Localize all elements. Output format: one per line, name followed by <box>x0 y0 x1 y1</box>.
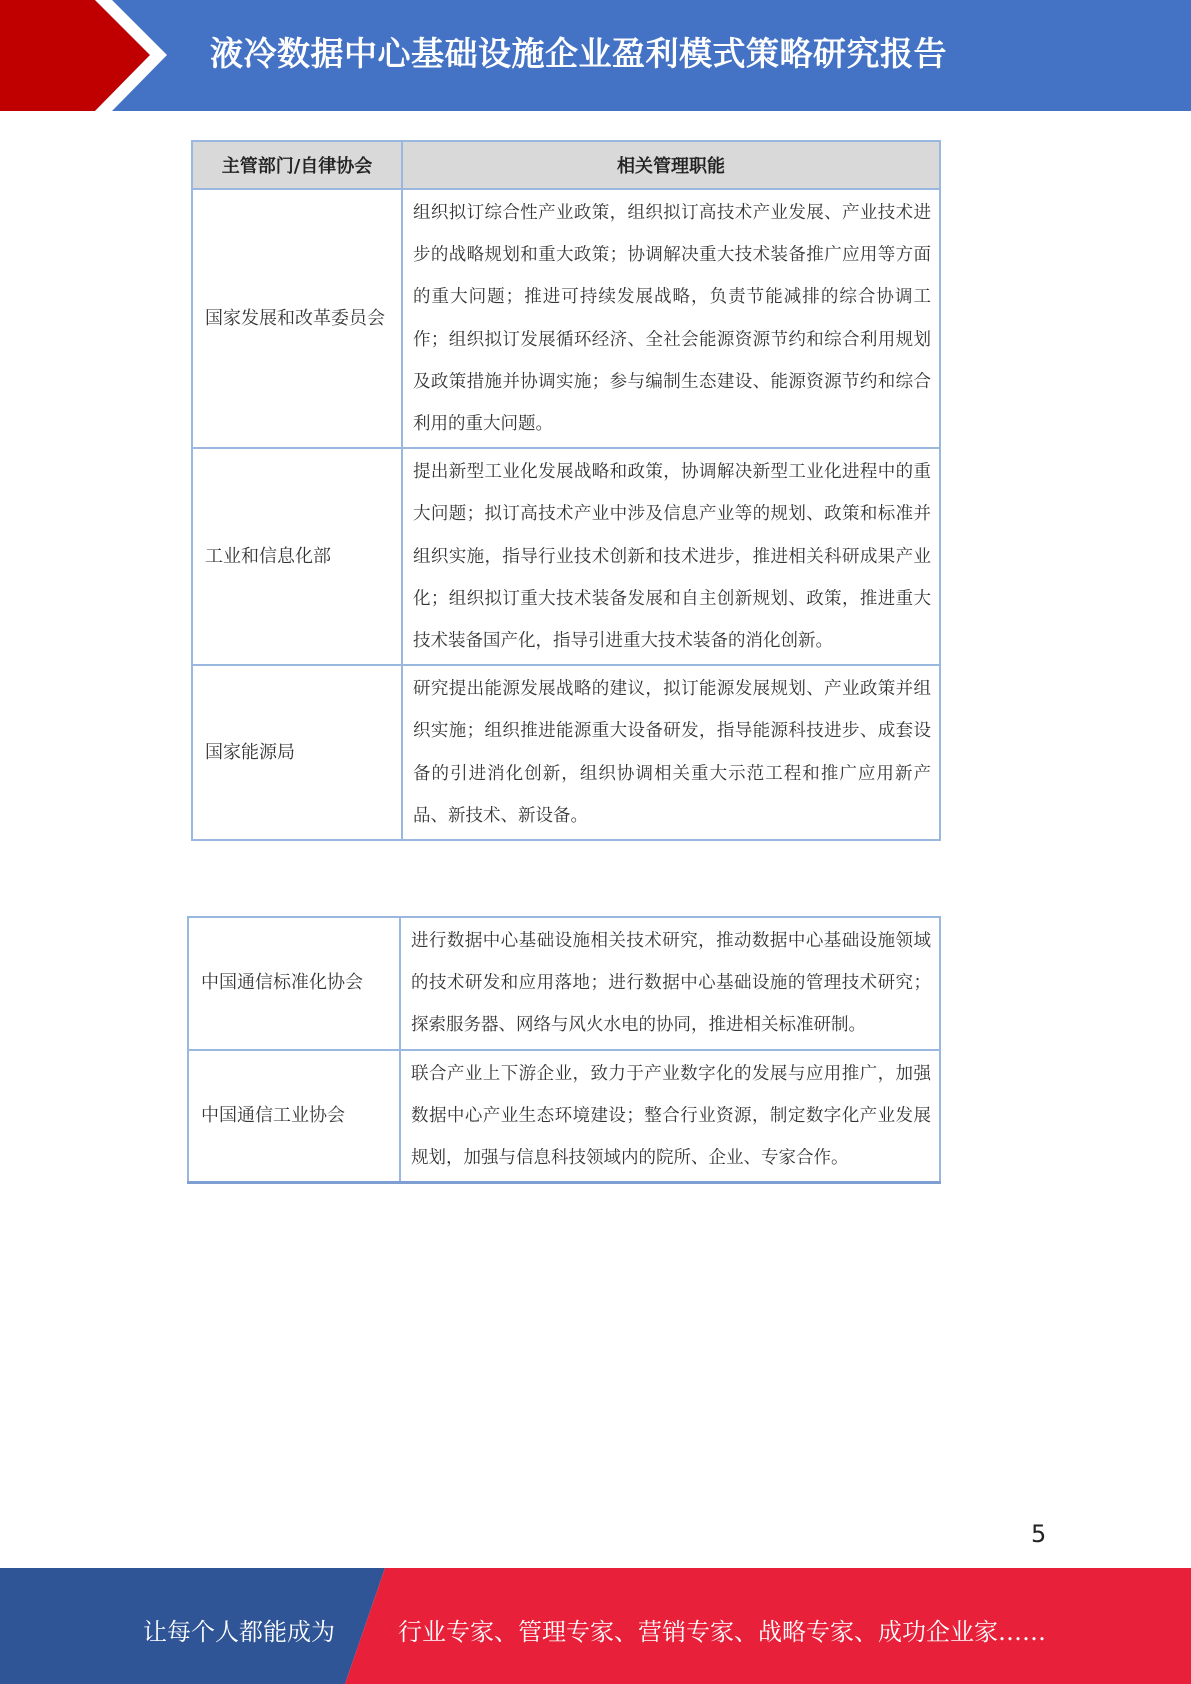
table-header-row <box>192 141 940 189</box>
dept-cell: 国家发展和改革委员会 <box>192 189 402 448</box>
function-cell: 组织拟订综合性产业政策，组织拟订高技术产业发展、产业技术进步的战略规划和重大政策；协调解决重大技术装备推广应用等方面的重大问题；推进可持续发展战略，负责节能减排的综合协调工作；组织拟订发展循环经济、全社会能源资源节约和综合利用规划及政策措施并协调实施；参与编制生态建设、能源资源节约和综合利用的重大问题。 <box>402 189 940 448</box>
regulatory-table-continued <box>187 916 941 1184</box>
table-row <box>188 1050 940 1183</box>
dept-cell: 中国通信标准化协会 <box>188 917 400 1050</box>
function-cell: 联合产业上下游企业，致力于产业数字化的发展与应用推广，加强数据中心产业生态环境建设；整合行业资源，制定数字化产业发展规划，加强与信息科技领域内的院所、企业、专家合作。 <box>400 1050 940 1183</box>
footer-slogan-right: 行业专家、管理专家、营销专家、战略专家、成功企业家…… <box>398 1618 1046 1646</box>
column-header-dept: 主管部门/自律协会 <box>192 141 402 189</box>
regulatory-table <box>191 140 941 841</box>
dept-cell: 中国通信工业协会 <box>188 1050 400 1183</box>
function-cell: 进行数据中心基础设施相关技术研究，推动数据中心基础设施领域的技术研发和应用落地；进行数据中心基础设施的管理技术研究；探索服务器、网络与风火水电的协同，推进相关标准研制。 <box>400 917 940 1050</box>
footer-band <box>0 1568 1191 1684</box>
page-number: 5 <box>1031 1520 1047 1548</box>
dept-cell: 国家能源局 <box>192 665 402 840</box>
report-title: 液冷数据中心基础设施企业盈利模式策略研究报告 <box>210 34 947 73</box>
footer-slogan-left: 让每个人都能成为 <box>143 1618 335 1646</box>
column-header-function: 相关管理职能 <box>402 141 940 189</box>
table-row <box>192 448 940 665</box>
table-row <box>188 917 940 1050</box>
header-band <box>0 0 1191 111</box>
function-cell: 提出新型工业化发展战略和政策，协调解决新型工业化进程中的重大问题；拟订高技术产业中涉及信息产业等的规划、政策和标准并组织实施，指导行业技术创新和技术进步，推进相关科研成果产业化；组织拟订重大技术装备发展和自主创新规划、政策，推进重大技术装备国产化，指导引进重大技术装备的消化创新。 <box>402 448 940 665</box>
table-row <box>192 665 940 840</box>
table-row <box>192 189 940 448</box>
dept-cell: 工业和信息化部 <box>192 448 402 665</box>
function-cell: 研究提出能源发展战略的建议，拟订能源发展规划、产业政策并组织实施；组织推进能源重大设备研发，指导能源科技进步、成套设备的引进消化创新，组织协调相关重大示范工程和推广应用新产品、新技术、新设备。 <box>402 665 940 840</box>
